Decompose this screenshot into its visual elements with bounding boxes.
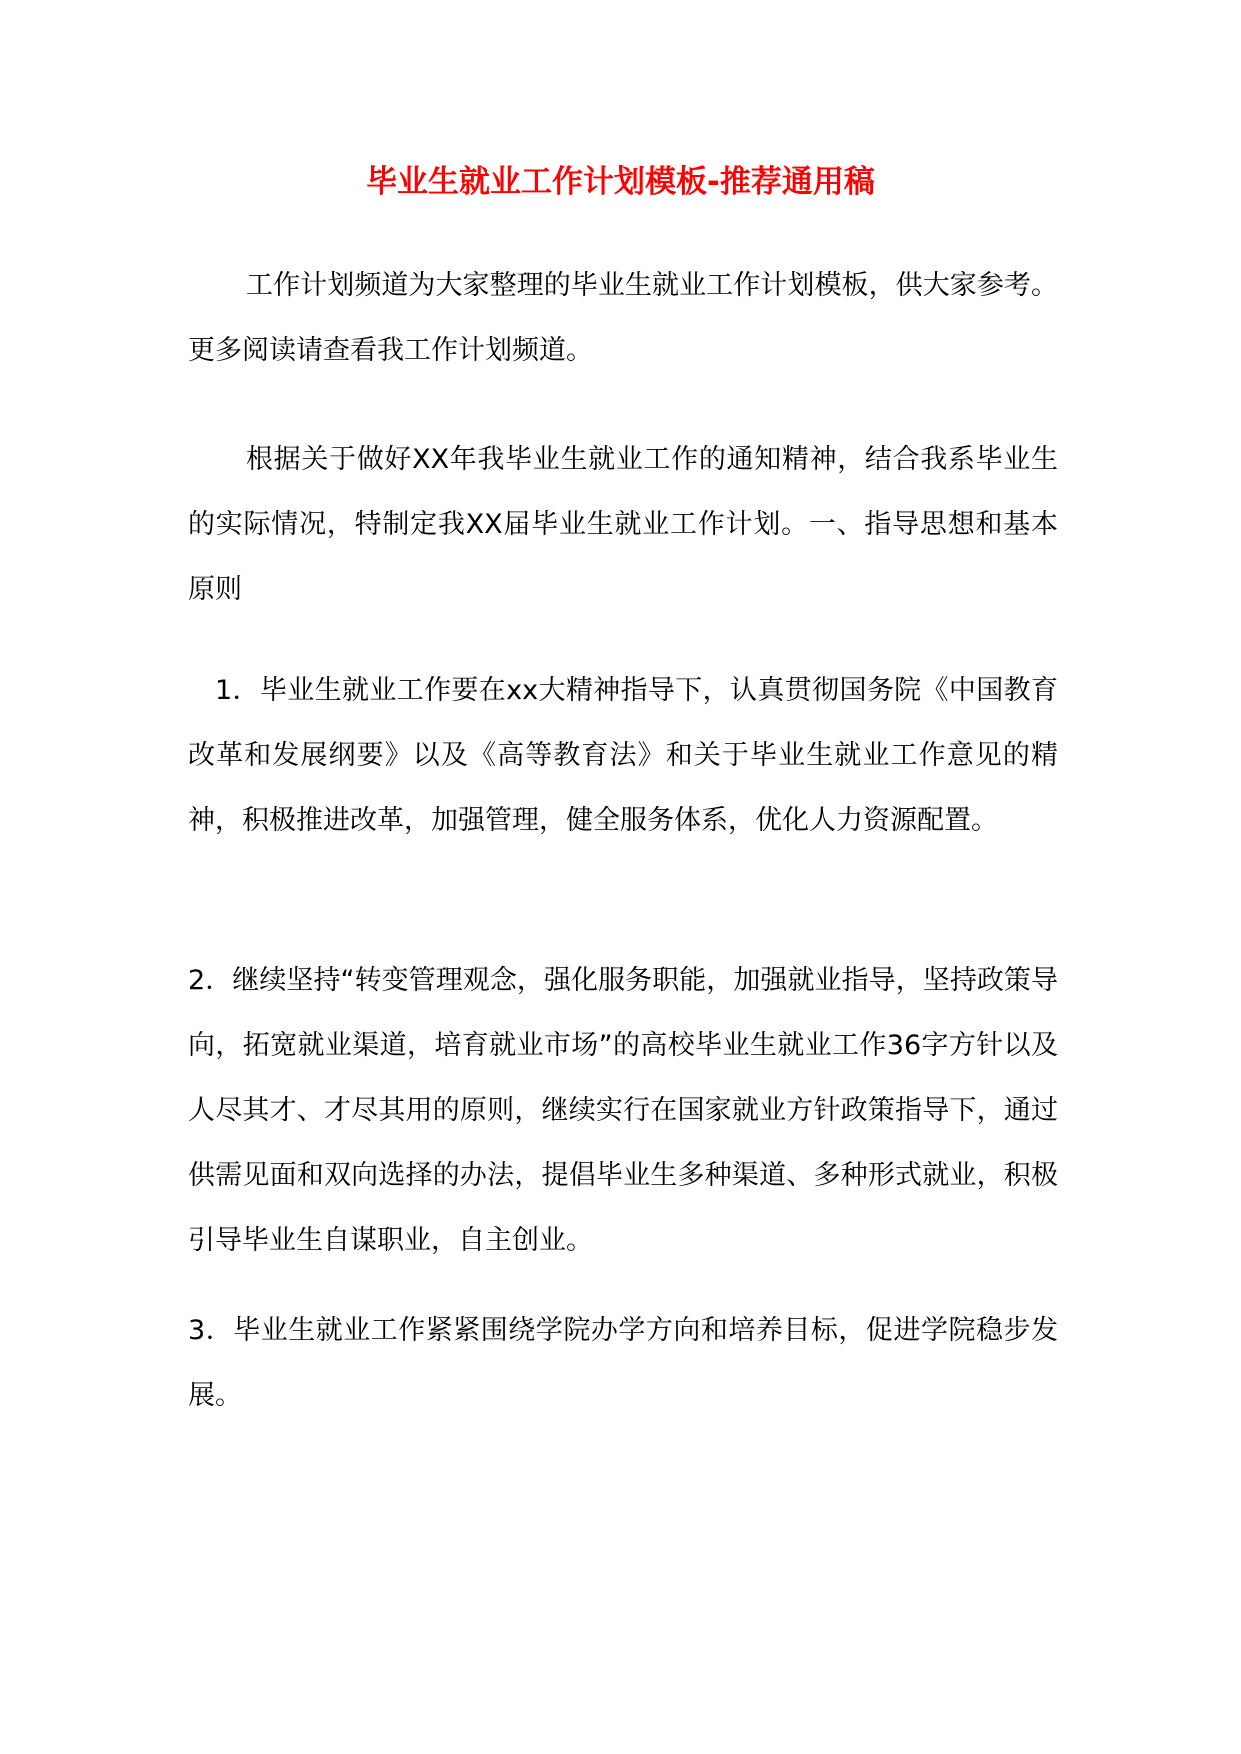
document-title: 毕业生就业工作计划模板-推荐通用稿 <box>366 164 875 200</box>
principle-3-paragraph: 3．毕业生就业工作紧紧围绕学院办学方向和培养目标，促进学院稳步发展。 <box>188 1315 1058 1411</box>
intro-paragraph: 工作计划频道为大家整理的毕业生就业工作计划模板，供大家参考。更多阅读请查看我工作计划频道。 <box>188 270 1058 366</box>
principle-1-paragraph: 1．毕业生就业工作要在xx大精神指导下，认真贯彻国务院《中国教育改革和发展纲要》以及《高等教育法》和关于毕业生就业工作意见的精神，积极推进改革，加强管理，健全服务体系，优化人力资源配置。 <box>188 675 1058 836</box>
principle-2-paragraph: 2．继续坚持“转变管理观念，强化服务职能，加强就业指导，坚持政策导向，拓宽就业渠道，培育就业市场”的高校毕业生就业工作36字方针以及人尽其才、才尽其用的原则，继续实行在国家就业方针政策指导下，通过供需见面和双向选择的办法，提倡毕业生多种渠道、多种形式就业，积极引导毕业生自谋职业，自主创业。 <box>188 965 1058 1256</box>
basis-paragraph: 根据关于做好XX年我毕业生就业工作的通知精神，结合我系毕业生的实际情况，特制定我XX届毕业生就业工作计划。一、指导思想和基本原则 <box>188 444 1058 605</box>
